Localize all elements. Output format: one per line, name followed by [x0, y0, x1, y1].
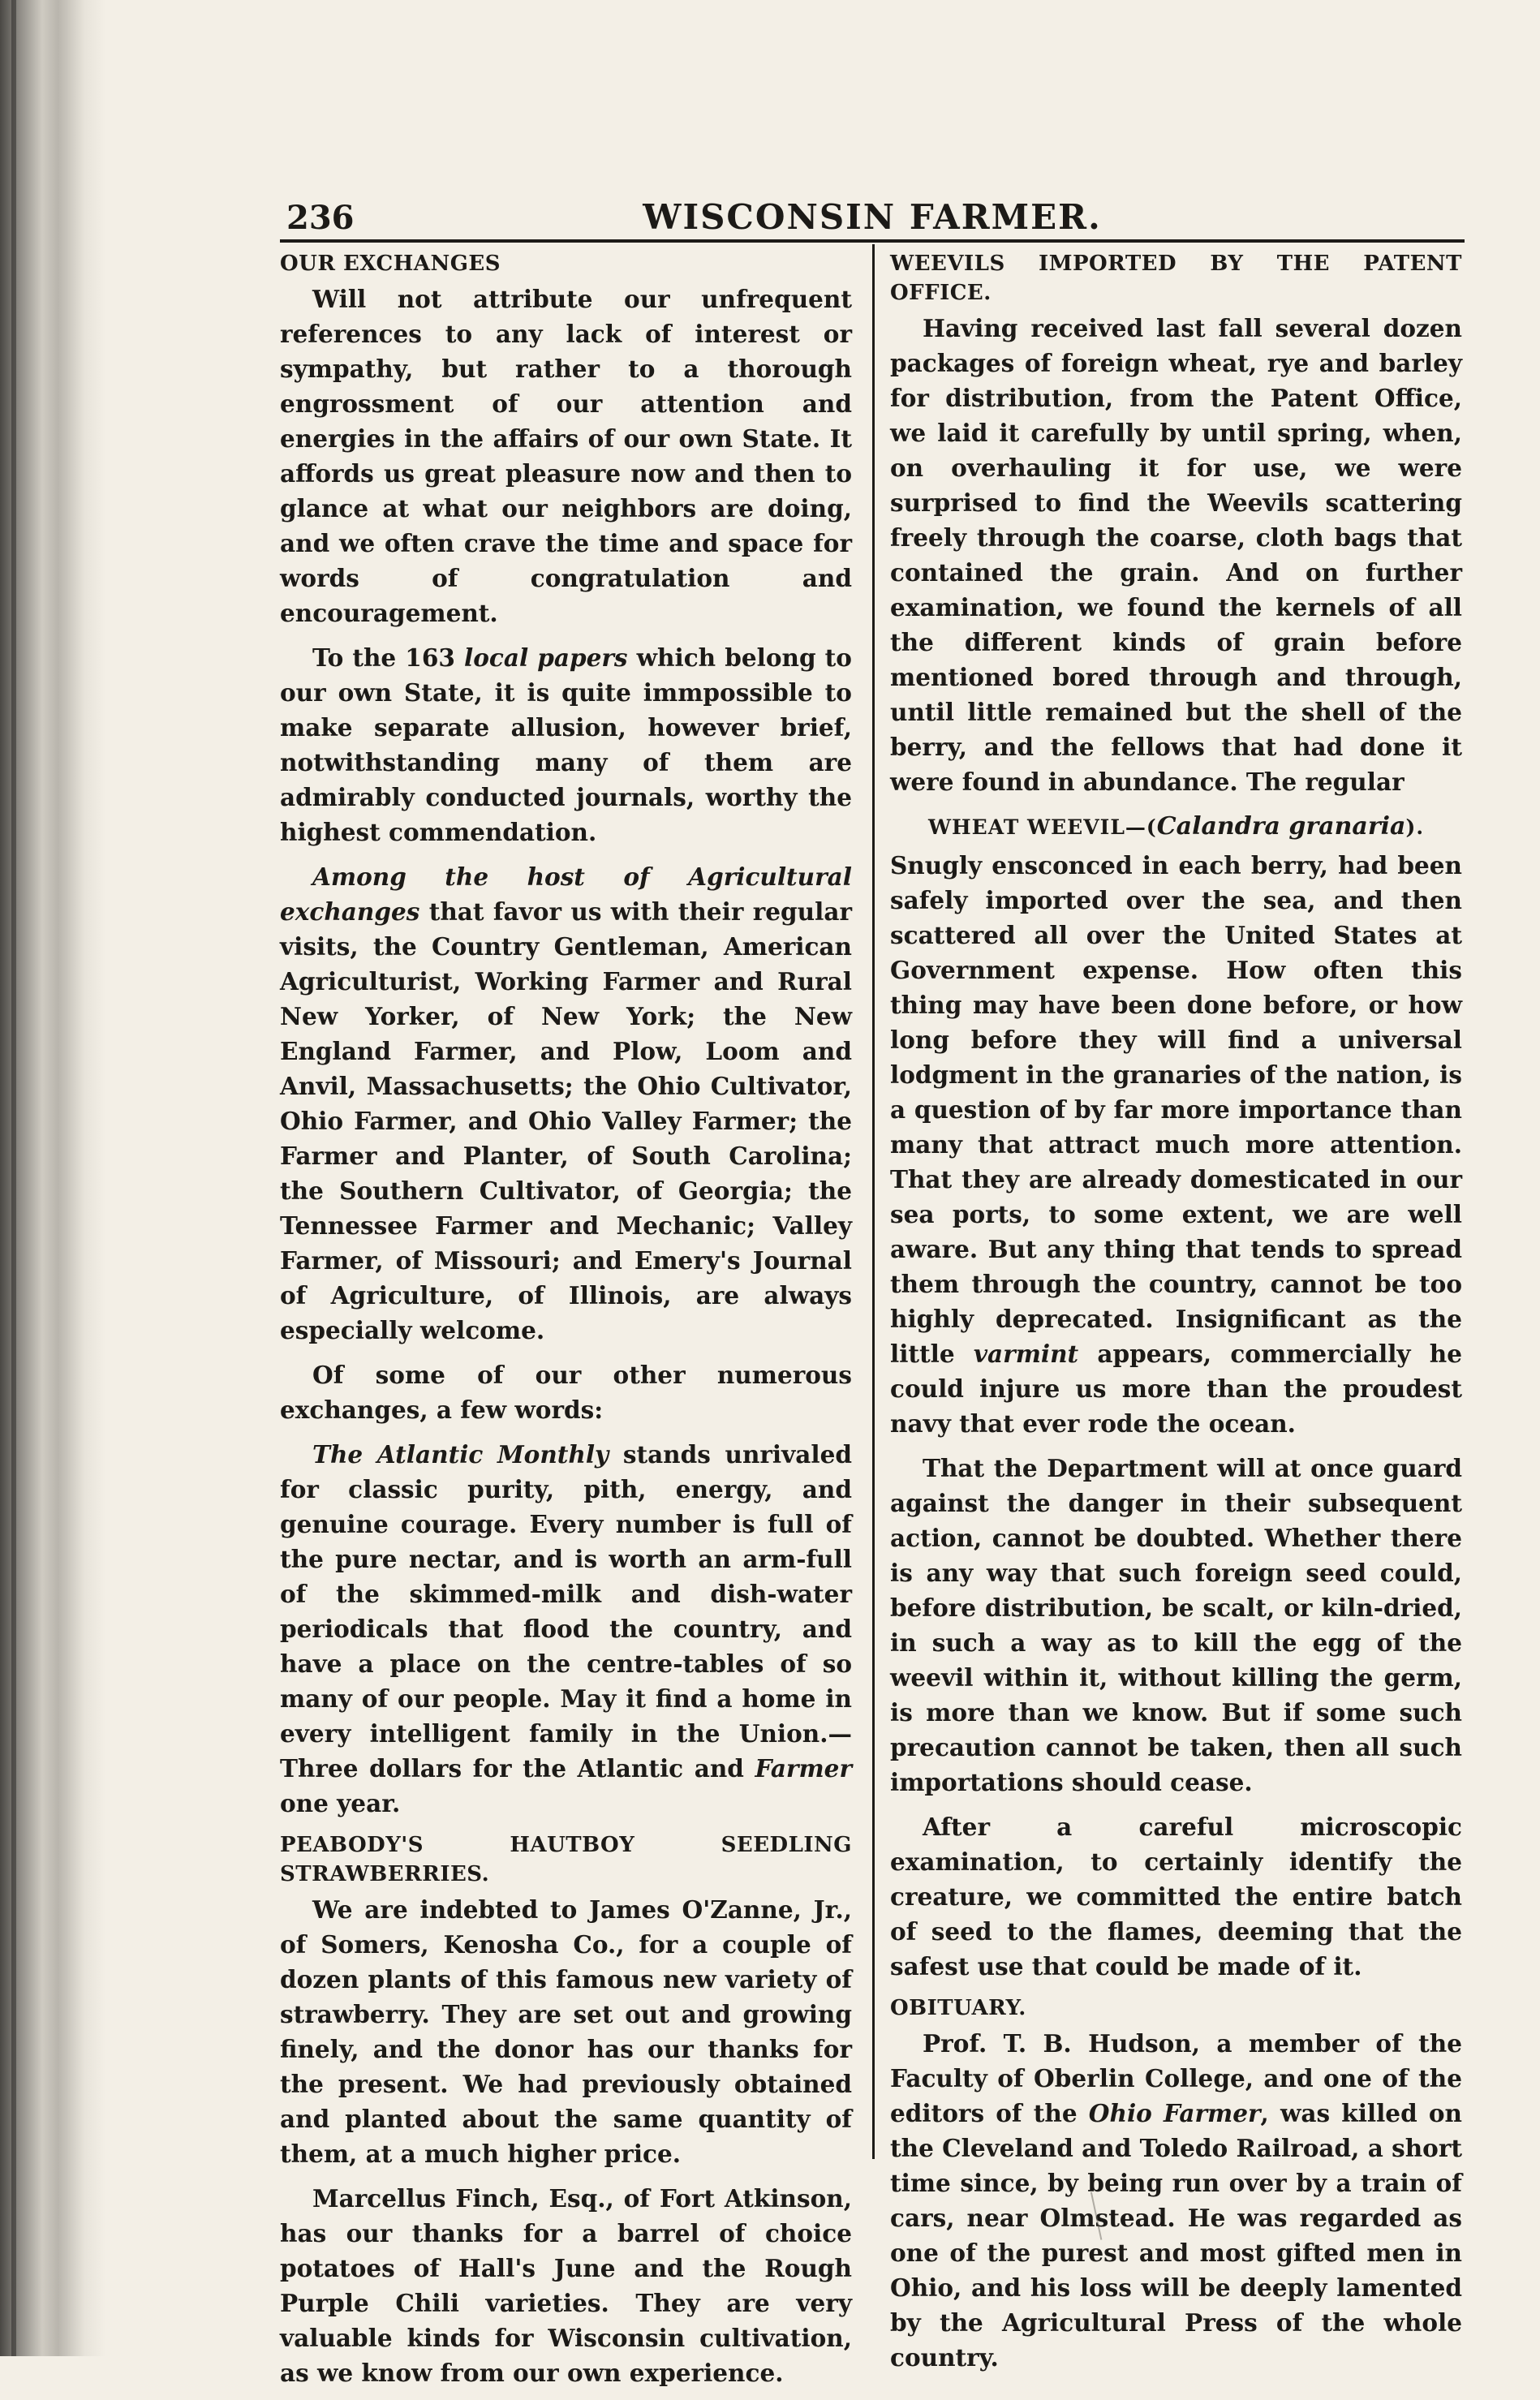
weevils-paragraph-4: After a careful microscopic examination, to certainly identify the creature, we committed the entire batch of seed to the flames, deeming that the safest use that could be made of it. [890, 1813, 1462, 1981]
emphasis: Ohio Farmer [1088, 2099, 1261, 2127]
wheat-weevil-subhead [890, 809, 1462, 845]
text-run: one year. [280, 1789, 401, 1817]
peabody-paragraph-1: We are indebted to James O'Zanne, Jr., of Somers, Kenosha Co., for a couple of dozen plants of this famous new variety of strawberry. They are set out and growing finely, and the donor has our thanks for the present. We had previously obtained and planted about the same quantity of them, at a much higher price. [280, 1895, 852, 2168]
text-run: To the 163 [312, 643, 464, 672]
weevils-paragraph-2 [890, 848, 1462, 1441]
weevils-paragraph-3: That the Department will at once guard against the danger in their subsequent action, cannot be doubted. Whether there is any way that such foreign seed could, before distribution, be scalt, or kiln-dried, in such a way as to kill the egg of the weevil within it, without killing the germ, is more than we know. But if some such precaution cannot be taken, then all such importations should cease. [890, 1454, 1462, 1796]
latin-name: Calandra granaria [1156, 812, 1406, 841]
left-column [280, 244, 852, 2400]
emphasis: Among the host of Agricultural exchanges [280, 862, 852, 926]
obituary-heading: OBITUARY. [890, 1996, 1026, 2020]
text-run: stands unrivaled for classic purity, pith, energy, and genuine courage. Every number is full of the pure nectar, and is worth an arm-full of the skimmed-milk and dish-water periodicals that flood the country, and have a place on the centre-tables of so many of our people. May it find a home in every intelligent family in the Union.— Three dollars for the Atlantic and [280, 1440, 852, 1783]
page [280, 174, 1465, 2387]
exchanges-paragraph-4: Of some of our other numerous exchanges, a few words: [280, 1361, 852, 1424]
subhead-dash: —( [1125, 815, 1157, 839]
running-header [280, 191, 1465, 243]
subhead-caps: WHEAT WEEVIL [927, 815, 1125, 839]
text-run: appears, commercially he could injure us more than the proudest navy that ever rode the ocean. [890, 1340, 1462, 1438]
obituary-paragraph [890, 2026, 1462, 2375]
page-number: 236 [286, 199, 355, 237]
column-rule [872, 244, 875, 2159]
weevils-paragraph-1: Having received last fall several dozen packages of foreign wheat, rye and barley for distribution, from the Patent Office, we laid it carefully by until spring, when, on overhauling it for use, we were surprised to find the Weevils scattering freely through the coarse, cloth bags that contained the grain. And on further examination, we found the kernels of all the different kinds of grain before mentioned bored through and through, until little remained but the shell of the berry, and the fellows that had done it were found in abundance. The regular [890, 314, 1462, 796]
exchanges-heading: OUR EXCHANGES [280, 252, 501, 276]
text-run: Prof. T. B. Hudson, a member of the Faculty of Oberlin College, and one of the editors of the [890, 2029, 1462, 2127]
subhead-end: ). [1405, 815, 1425, 839]
weevils-heading: WEEVILS IMPORTED BY THE PATENT OFFICE. [890, 252, 1462, 305]
emphasis: local papers [463, 643, 628, 672]
exchanges-paragraph-1: Will not attribute our unfrequent references to any lack of interest or sympathy, but rather to a thorough engrossment of our attention and energies in the affairs of our own State. It affords us great pleasure now and then to glance at what our neighbors are doing, and we often crave the time and space for words of congratulation and encouragement. [280, 285, 852, 627]
peabody-paragraph-2: Marcellus Finch, Esq., of Fort Atkinson, has our thanks for a barrel of choice potatoes of Hall's June and the Rough Purple Chili varieties. They are very valuable kinds for Wisconsin cultivation, as we know from our own experience. [280, 2184, 852, 2387]
exchanges-paragraph-5 [280, 1437, 852, 1821]
book-binding [0, 0, 105, 2356]
text-run: that favor us with their regular visits, the Country Gentleman, American Agriculturist, Working Farmer and Rural New Yorker, of New York; the New England Farmer, and Plow, Loom and Anvil, Massachusetts; the Ohio Cultivator, Ohio Farmer, and Ohio Valley Farmer; the Farmer and Planter, of South Carolina; the Southern Cultivator, of Georgia; the Tennessee Farmer and Mechanic; Valley Farmer, of Missouri; and Emery's Journal of Agriculture, of Illinois, are always especially welcome. [280, 897, 852, 1344]
emphasis: varmint [973, 1340, 1079, 1368]
emphasis: Farmer [755, 1754, 852, 1783]
text-run: Snugly ensconced in each berry, had been safely imported over the sea, and then scattered all over the United States at Government expense. How often this thing may have been done before, or how long before they will find a universal lodgment in the granaries of the nation, is a question of by far more importance than many that attract much more attention. That they are already domesticated in our sea ports, to some extent, we are well aware. But any thing that tends to spread them through the country, cannot be too highly deprecated. Insignificant as the little [890, 851, 1462, 1368]
peabody-heading: PEABODY'S HAUTBOY SEEDLING STRAWBERRIES. [280, 1833, 852, 1886]
running-title: WISCONSIN FARMER. [643, 197, 1102, 237]
text-run: which belong to our own State, it is quite immpossible to make separate allusion, however brief, notwithstanding many of them are admirably conducted journals, worthy the highest commendation. [280, 643, 852, 846]
emphasis: The Atlantic Monthly [312, 1440, 609, 1469]
text-run: , was killed on the Cleveland and Toledo Railroad, a short time since, by being run over by a train of cars, near Olmstead. He was regarded as one of the purest and most gifted men in Ohio, and his loss will be deeply lamented by the Agricultural Press of the whole country. [890, 2099, 1463, 2372]
exchanges-paragraph-3 [280, 859, 852, 1348]
exchanges-paragraph-2 [280, 640, 852, 849]
right-column [890, 244, 1462, 2385]
